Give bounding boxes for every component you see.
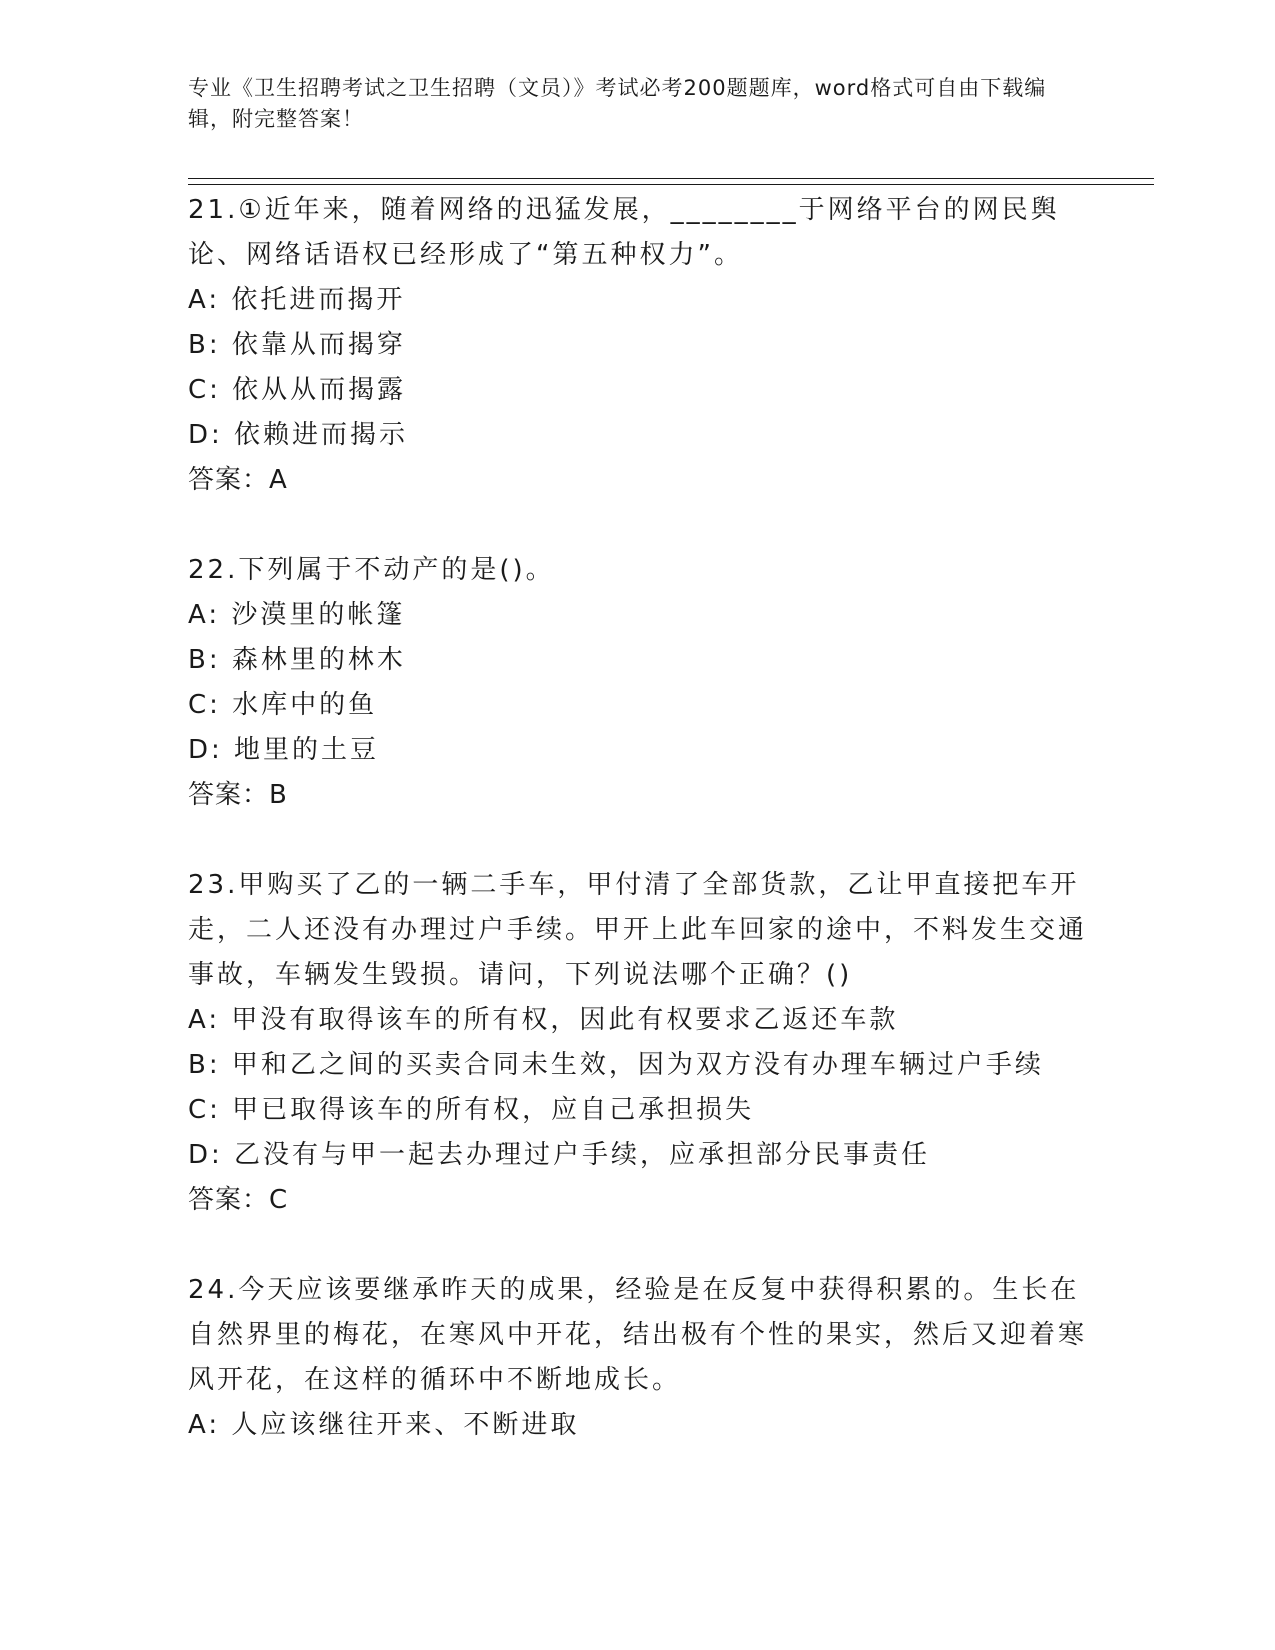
question-text: 21.①近年来，随着网络的迅猛发展，________于网络平台的网民舆论、网络话语权已经形成了“第五种权力”。 xyxy=(188,195,1060,270)
answer-line: 答案：C xyxy=(188,1185,289,1215)
option-d: D: 地里的土豆 xyxy=(188,735,380,765)
option-d: D: 乙没有与甲一起去办理过户手续，应承担部分民事责任 xyxy=(188,1140,931,1170)
option-a: A: 沙漠里的帐篷 xyxy=(188,600,406,630)
question-21 xyxy=(188,188,1088,503)
option-a: A: 甲没有取得该车的所有权，因此有权要求乙返还车款 xyxy=(188,1005,899,1035)
option-b: B: 甲和乙之间的买卖合同未生效，因为双方没有办理车辆过户手续 xyxy=(188,1050,1044,1080)
option-b: B: 依靠从而揭穿 xyxy=(188,330,406,360)
answer-line: 答案：A xyxy=(188,465,288,495)
question-text: 22.下列属于不动产的是()。 xyxy=(188,555,555,585)
option-b: B: 森林里的林木 xyxy=(188,645,406,675)
header-divider-top xyxy=(188,178,1154,179)
question-text: 24.今天应该要继承昨天的成果，经验是在反复中获得积累的。生长在自然界里的梅花，在寒风中开花，结出极有个性的果实，然后又迎着寒风开花，在这样的循环中不断地成长。 xyxy=(188,1275,1088,1395)
option-a: A: 依托进而揭开 xyxy=(188,285,406,315)
question-24 xyxy=(188,1268,1088,1448)
option-d: D: 依赖进而揭示 xyxy=(188,420,409,450)
question-22 xyxy=(188,548,1088,818)
option-c: C: 甲已取得该车的所有权，应自己承担损失 xyxy=(188,1095,755,1125)
question-23 xyxy=(188,863,1088,1223)
option-c: C: 水库中的鱼 xyxy=(188,690,378,720)
header-divider-bottom xyxy=(188,184,1154,185)
question-text: 23.甲购买了乙的一辆二手车，甲付清了全部货款，乙让甲直接把车开走，二人还没有办理过户手续。甲开上此车回家的途中，不料发生交通事故，车辆发生毁损。请问，下列说法哪个正确？() xyxy=(188,870,1088,990)
option-c: C: 依从从而揭露 xyxy=(188,375,407,405)
question-list xyxy=(188,188,1088,1493)
option-a: A: 人应该继往开来、不断进取 xyxy=(188,1410,580,1440)
page-header: 专业《卫生招聘考试之卫生招聘（文员）》考试必考200题题库，word格式可自由下载编辑，附完整答案！ xyxy=(188,76,1047,131)
answer-line: 答案：B xyxy=(188,780,288,810)
